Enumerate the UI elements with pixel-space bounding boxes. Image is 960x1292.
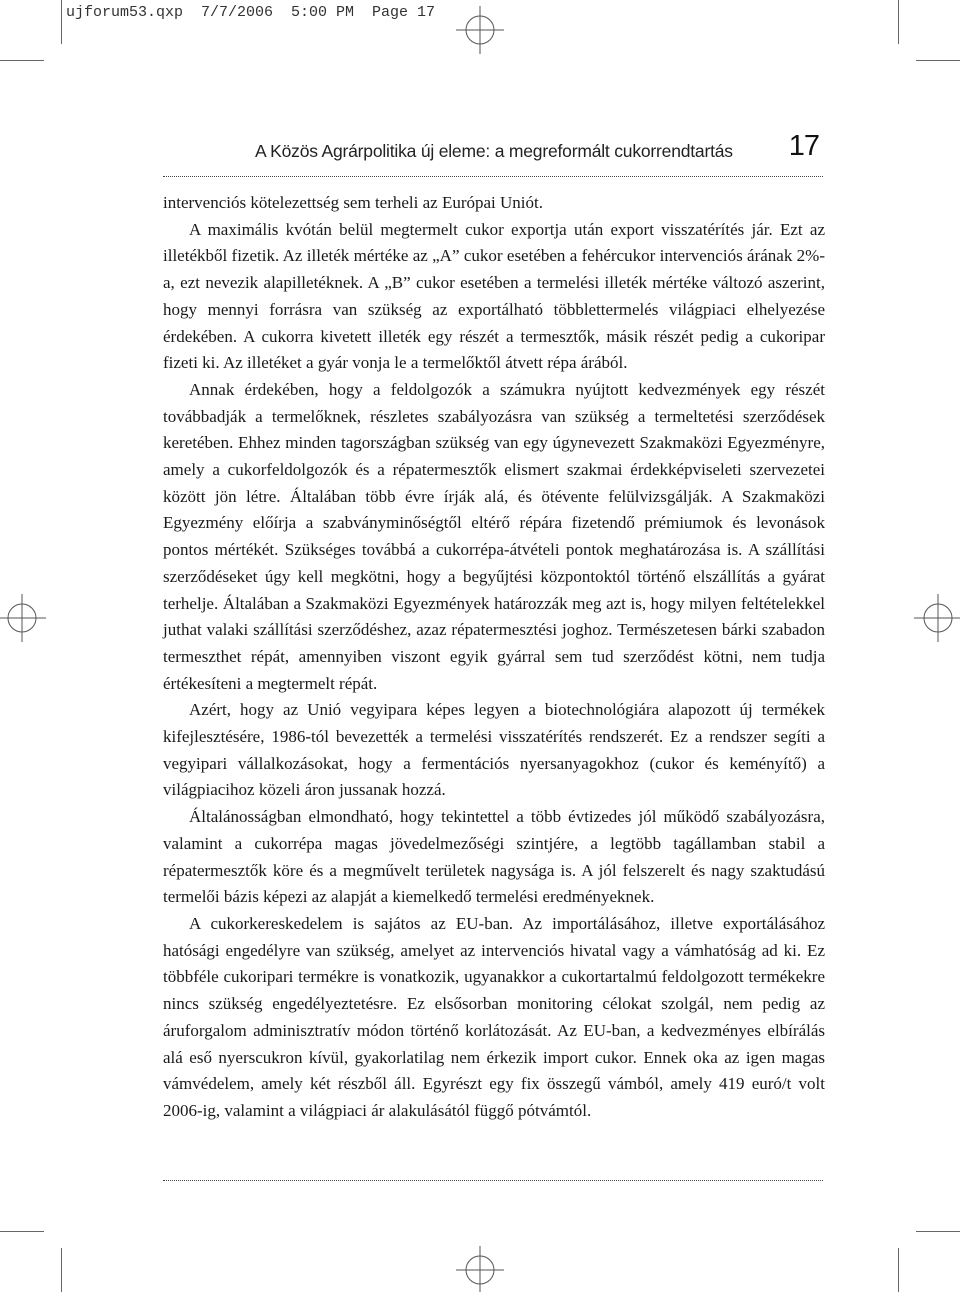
crop-mark-bottom-right-horizontal [916,1231,960,1232]
crop-mark-top-right-vertical [898,0,899,44]
crop-mark-bottom-left-vertical [61,1248,62,1292]
header-rule [163,176,823,177]
crop-mark-bottom-right-vertical [898,1248,899,1292]
registration-mark-top [456,6,504,54]
paragraph-continuation: intervenciós kötelezettség sem terheli az Európai Uniót. [163,193,544,212]
paragraph: Azért, hogy az Unió vegyipara képes legyen a biotechnológiára alapozott új termékek kifejlesztésére, 1986-tól bevezették a termelési visszatérítés rendszerét. Ez a rendszer segíti a vegyipari vállalkozásokat, hogy a fermentációs nyersanyagokhoz (cukor és keményítő) a világpiacihoz közeli áron jussanak hozzá. [163,700,825,800]
body-text [163,190,825,1125]
paragraph: A maximális kvótán belül megtermelt cukor exportja után export visszatérítés jár. Ezt az illetékből fizetik. Az illeték mértéke az „A” cukor esetében a fehércukor intervenciós árának 2%-a, ezt nevezik alapilletéknek. A „B” cukor esetében a termelési illeték mértéke változó aszerint, hogy mennyi forrásra van szükség az exportálható többlettermelés világpiaci elhelyezése érdekében. A cukorra kivetett illeték egy részét a termesztők, másik részét pedig a cukoripar fizeti ki. Az illetéket a gyár vonja le a termelőktől átvett répa árából. [163,219,825,373]
page-number: 17 [788,130,819,162]
paragraph: Általánosságban elmondható, hogy tekintettel a több évtizedes jól működő szabályozásra, valamint a cukorrépa magas jövedelmezőségi szintjére, a legtöbb tagállamban stabil a répatermesztők köre és a megművelt területek nagysága is. A jól felszerelt és nagy szaktudású termelői bázis képezi az alapját a kiemelkedő termelési eredményeknek. [163,807,825,907]
crop-mark-top-left-horizontal [0,60,44,61]
crop-mark-top-left-vertical [61,0,62,44]
registration-mark-bottom [456,1246,504,1292]
print-slug: ujforum53.qxp 7/7/2006 5:00 PM Page 17 [66,4,436,21]
crop-mark-top-right-horizontal [916,60,960,61]
paragraph: A cukorkereskedelem is sajátos az EU-ban. Az importálásához, illetve exportálásához hatósági engedélyre van szükség, amelyet az intervenciós hivatal vagy a vámhatóság ad ki. Ez többféle cukoripari termékre is vonatkozik, ugyanakkor a cukortartalmú feldolgozott termékekre nincs szükség engedélyeztetésre. Ez elsősorban monitoring célokat szolgál, nem pedig az áruforgalom adminisztratív módon történő korlátozását. Az EU-ban, a kedvezményes elbírálás alá eső nyerscukron kívül, gyakorlatilag nem érkezik import cukor. Ennek oka az igen magas vámvédelem, amely két részből áll. Egyrészt egy fix összegű vámból, amely 419 euró/t volt 2006-ig, valamint a világpiaci ár alakulásától függő pótvámtól. [163,913,825,1120]
crop-mark-bottom-left-horizontal [0,1231,44,1232]
footer-rule [163,1180,823,1181]
running-header-title: A Közös Agrárpolitika új eleme: a megreformált cukorrendtartás [255,141,733,161]
paragraph: Annak érdekében, hogy a feldolgozók a számukra nyújtott kedvezmények egy részét továbbadják a termelőknek, részletes szabályozásra van szükség a termeltetési szerződések keretében. Ehhez minden tagországban szükség van egy úgynevezett Szakmaközi Egyezményre, amely a cukorfeldolgozók és a répatermesztők elismert szakmai érdekképviseleti szervezetei között jön létre. Általában több évre írják alá, és ötévente felülvizsgálják. A Szakmaközi Egyezmény előírja a szabványminőségtől eltérő répára fizetendő prémiumok és levonások pontos mértékét. Szükséges továbbá a cukorrépa-átvételi pontok meghatározása is. A szállítási szerződéseket úgy kell megkötni, hogy a begyűjtési központoktól történő elszállítás a gyárat terhelje. Általában a Szakmaközi Egyezmények határozzák meg azt is, hogy milyen feltételekkel juthat valaki szállítási szerződéshez, azaz répatermesztési joghoz. Természetesen bárki szabadon termeszthet répát, amennyiben viszont egyik gyárral sem tud szerződést kötni, nem tudja értékesíteni a megtermelt répát. [163,379,825,693]
registration-mark-right [914,594,960,642]
registration-mark-left [0,594,46,642]
running-header [163,130,823,174]
